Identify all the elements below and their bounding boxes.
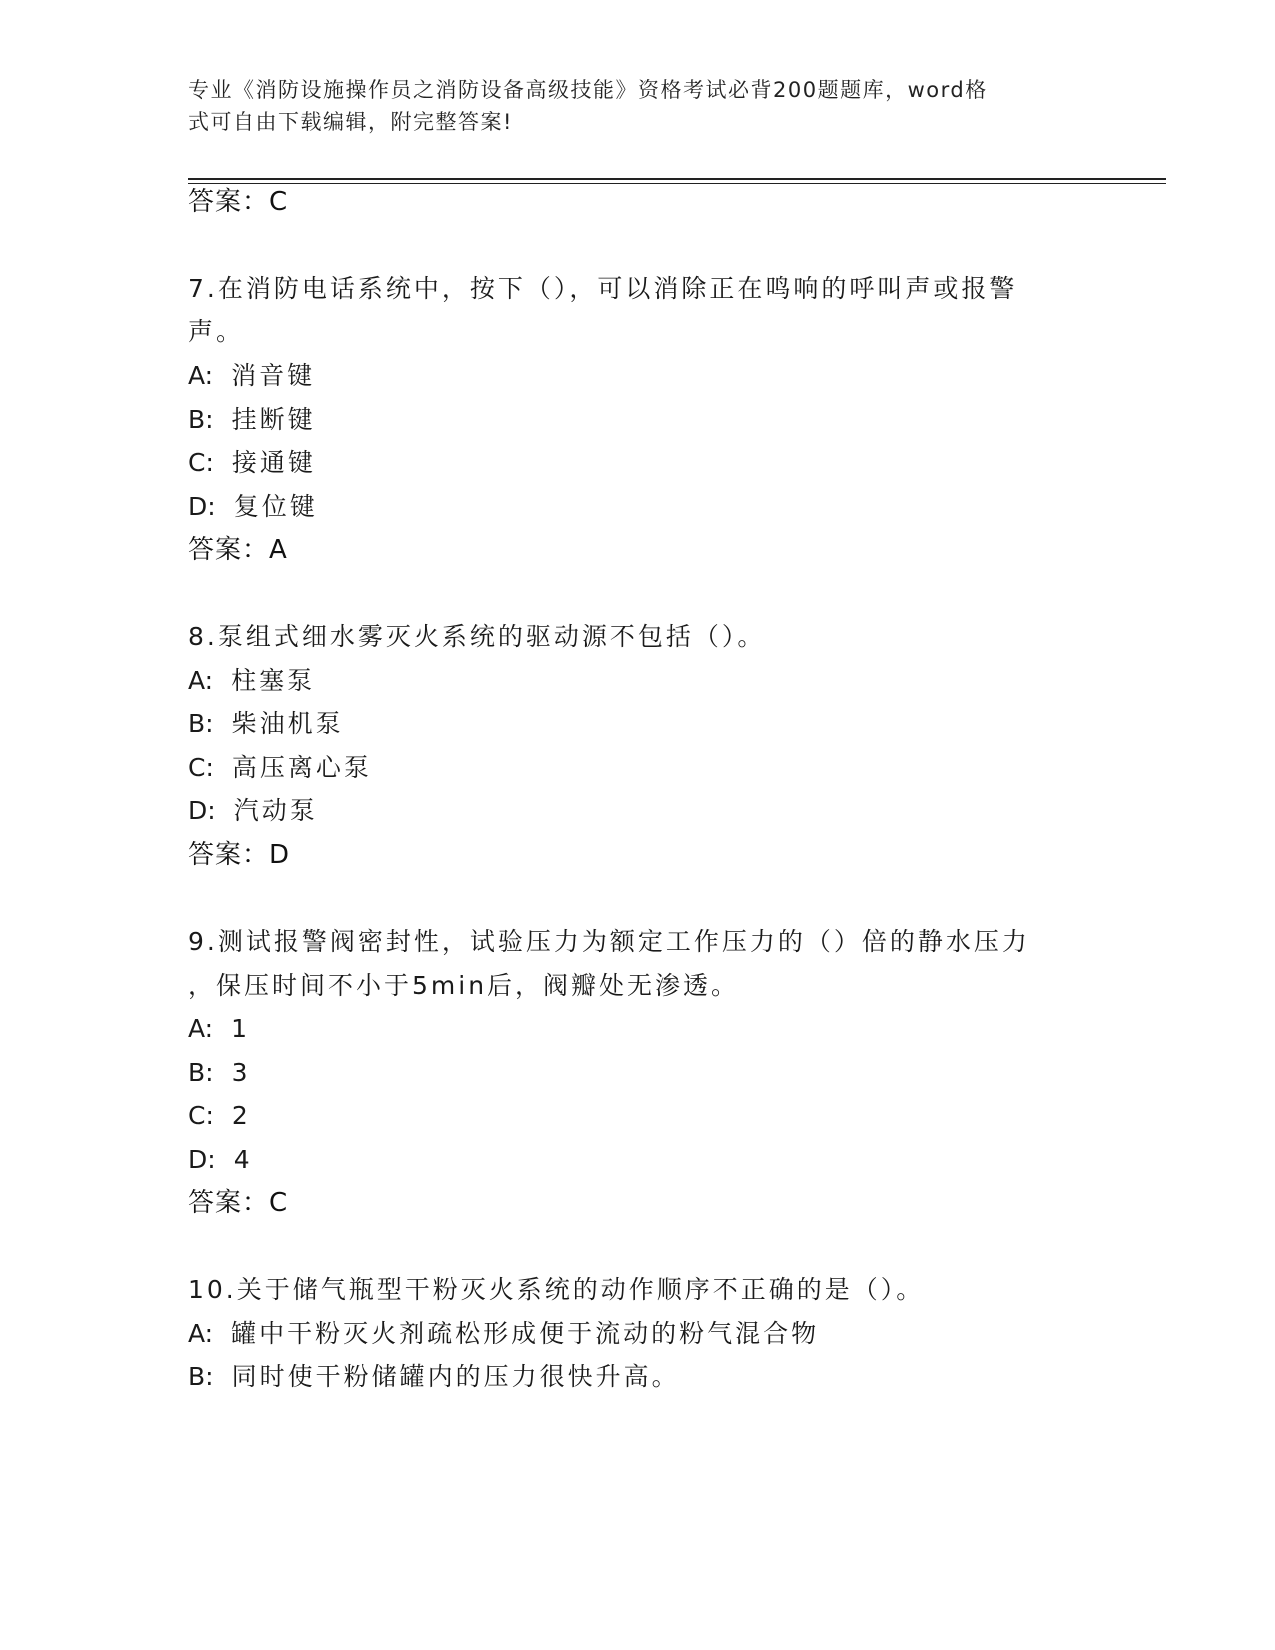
- question-8-option-b: [188, 708, 344, 740]
- question-7-option-b: [188, 404, 316, 436]
- option-text: 1: [231, 1014, 250, 1043]
- option-letter: D:: [188, 492, 216, 521]
- option-text: 同时使干粉储罐内的压力很快升高。: [231, 1362, 680, 1391]
- option-letter: A:: [188, 361, 214, 390]
- option-letter: C:: [188, 1101, 214, 1130]
- question-7-option-a: [188, 360, 315, 392]
- option-letter: D:: [188, 796, 216, 825]
- question-7-option-d: [188, 491, 318, 523]
- option-text: 2: [231, 1101, 251, 1130]
- option-letter: C:: [188, 753, 214, 782]
- header-divider-thick: [188, 178, 1166, 180]
- question-9-stem-line-2: ，保压时间不小于5min后，阀瓣处无渗透。: [188, 971, 740, 1000]
- option-letter: B:: [188, 1362, 214, 1391]
- option-text: 挂断键: [231, 405, 316, 434]
- header-line-1: 专业《消防设施操作员之消防设备高级技能》资格考试必背200题题库，word格: [188, 78, 988, 102]
- question-9-option-b: [188, 1057, 250, 1089]
- option-text: 柴油机泵: [231, 709, 344, 738]
- option-text: 4: [233, 1145, 253, 1174]
- question-8-stem-line-1: 8.泵组式细水雾灭火系统的驱动源不包括（）。: [188, 622, 766, 651]
- question-8-option-d: [188, 795, 318, 827]
- question-9-option-d: [188, 1144, 253, 1176]
- option-text: 复位键: [233, 492, 318, 521]
- option-letter: C:: [188, 448, 214, 477]
- question-7-stem-line-1: 7.在消防电话系统中，按下（），可以消除正在鸣响的呼叫声或报警: [188, 274, 1018, 303]
- question-10-stem-line-1: 10.关于储气瓶型干粉灭火系统的动作顺序不正确的是（）。: [188, 1275, 925, 1304]
- question-8-option-c: [188, 752, 372, 784]
- option-text: 消音键: [231, 361, 316, 390]
- previous-answer: 答案：C: [188, 187, 289, 217]
- option-letter: A:: [188, 1319, 214, 1348]
- option-letter: D:: [188, 1145, 216, 1174]
- question-9-option-c: [188, 1100, 251, 1132]
- option-text: 3: [231, 1058, 251, 1087]
- option-text: 高压离心泵: [231, 753, 372, 782]
- question-10-option-a: [188, 1318, 819, 1350]
- option-letter: A:: [188, 1014, 214, 1043]
- question-9-answer: 答案：C: [188, 1188, 289, 1218]
- question-7-stem-line-2: 声。: [188, 317, 245, 346]
- option-letter: B:: [188, 405, 214, 434]
- option-letter: B:: [188, 1058, 214, 1087]
- option-letter: A:: [188, 666, 214, 695]
- question-7-option-c: [188, 447, 316, 479]
- question-8-option-a: [188, 665, 315, 697]
- header-divider-thin: [188, 183, 1166, 184]
- header-line-2: 式可自由下载编辑，附完整答案!: [188, 110, 513, 134]
- option-text: 接通键: [231, 448, 316, 477]
- option-text: 柱塞泵: [231, 666, 316, 695]
- option-letter: B:: [188, 709, 214, 738]
- question-9-stem-line-1: 9.测试报警阀密封性，试验压力为额定工作压力的（）倍的静水压力: [188, 927, 1030, 956]
- option-text: 汽动泵: [233, 796, 318, 825]
- question-9-option-a: [188, 1013, 250, 1045]
- question-7-answer: 答案：A: [188, 535, 288, 565]
- question-10-option-b: [188, 1361, 680, 1393]
- option-text: 罐中干粉灭火剂疏松形成便于流动的粉气混合物: [231, 1319, 820, 1348]
- document-header-note: [188, 74, 1068, 138]
- question-8-answer: 答案：D: [188, 840, 291, 870]
